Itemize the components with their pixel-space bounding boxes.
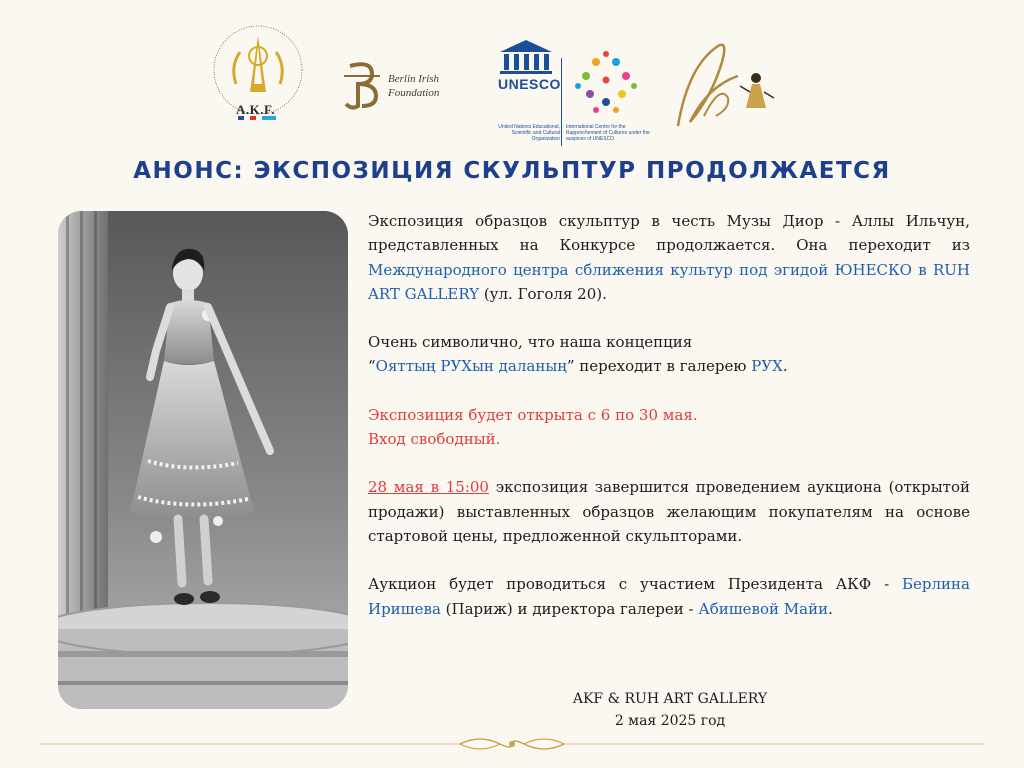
akf-abbr: A.K.F. [236, 102, 275, 117]
abisheva-maiya-link[interactable]: Абишевой Майи [698, 599, 829, 618]
p2-line1: Очень символично, что наша концепция [368, 333, 693, 352]
signature-logo [668, 26, 788, 136]
footer-org: AKF & RUH ART GALLERY [572, 691, 768, 707]
p5-text-b: (Париж) и директора галереи - [440, 599, 699, 618]
bif-name [388, 72, 468, 100]
bif-line1: Berlin Irish [388, 73, 440, 85]
akf-logo [210, 22, 306, 122]
signature-figure-icon [668, 26, 788, 136]
p5-text-a: Аукцион будет проводиться с участием Президента АКФ - [368, 575, 903, 594]
paragraph-exposition [368, 209, 970, 306]
footer-signature [540, 688, 800, 732]
unesco-right-caption: International Centre for the Rapprochement of Cultures under the auspices of UNESCO [566, 124, 650, 142]
berlin-irishev-link[interactable]: Берлина Иришева [368, 575, 970, 618]
p5-period: . [828, 599, 833, 618]
free-entry-text: Вход свободный. [368, 430, 501, 449]
p2-text: ” переходит в галерею [566, 357, 752, 376]
unesco-left-caption: United Nations Educational, Scientific and Cultural Organization [498, 124, 560, 142]
photo-alla-ilchun [58, 211, 348, 709]
p1-address: (ул. Гоголя 20). [479, 284, 607, 303]
berlin-irish-foundation-logo [342, 58, 462, 118]
p2-period: . [782, 357, 788, 376]
p2-line2 [368, 354, 970, 378]
concept-name-link[interactable]: Ояттың РУХын даланың [375, 357, 567, 376]
logo-row [0, 18, 1024, 142]
paragraph-participants [368, 572, 970, 621]
p1-text: Экспозиция образцов скульптур в честь Музы Диор - Аллы Ильчун, представленных на Конкурсе продолжается. Она переходит из [368, 212, 970, 255]
paragraph-dates [368, 403, 970, 452]
paragraph-concept [368, 330, 970, 379]
p4-text: экспозиция завершится проведением аукциона (открытой продажи) выставленных образцов желающим покупателям на основе стартовой цены, предложенной скульпторами. [368, 478, 970, 545]
rapprochement-cultures-icon [566, 40, 646, 120]
open-dates-text: Экспозиция будет открыта с 6 по 30 мая. [368, 405, 698, 424]
unesco-divider [561, 58, 562, 146]
ruh-gallery-link[interactable]: РУХ [751, 357, 783, 376]
page-title: АНОНС: ЭКСПОЗИЦИЯ СКУЛЬПТУР ПРОДОЛЖАЕТСЯ [133, 158, 891, 184]
unesco-logo [488, 36, 658, 146]
bif-line2: Foundation [388, 87, 440, 99]
unesco-centre-link[interactable]: Международного центра сближения культур под эгидой ЮНЕСКО в RUH ART GALLERY [368, 260, 970, 303]
woman-statue-photo-image [58, 211, 348, 709]
footer-date: 2 мая 2025 год [614, 713, 726, 729]
paragraph-auction [368, 475, 970, 548]
auction-date-link[interactable]: 28 мая в 15:00 [368, 478, 489, 497]
unesco-name: UNESCO [498, 76, 561, 92]
p2-quote-open: “ [368, 357, 376, 376]
gold-divider-ornament-icon [40, 734, 984, 754]
unesco-temple-icon [496, 38, 556, 76]
announcement-body [368, 209, 970, 621]
bif-monogram-icon [342, 58, 382, 114]
